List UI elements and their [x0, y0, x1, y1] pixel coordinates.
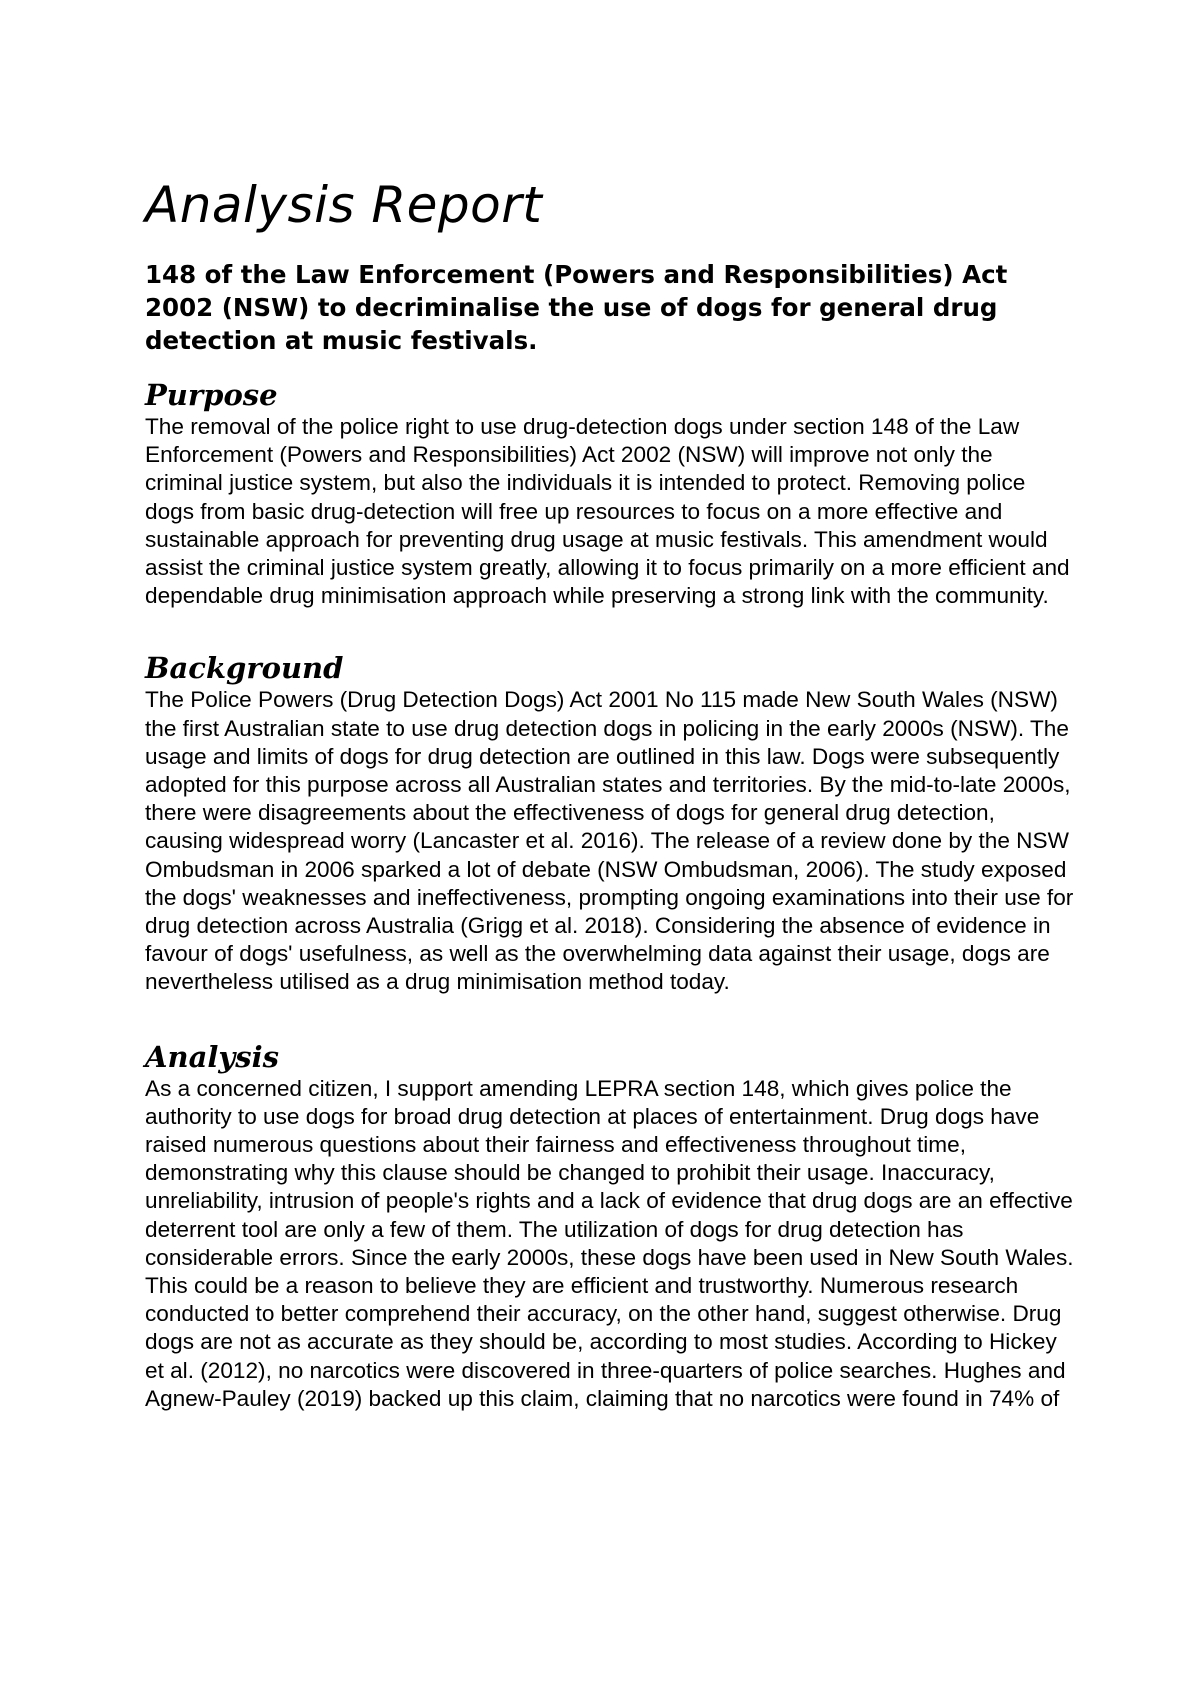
- section-body-purpose: The removal of the police right to use drug-detection dogs under section 148 of the Law Enforcement (Powers and Responsibilities) Act 2002 (NSW) will improve not only the criminal justice system, but also the individuals it is intended to protect. Removing police dogs from basic drug-detection will free up resources to focus on a more effective and sustainable approach for preventing drug usage at music festivals. This amendment would assist the criminal justice system greatly, allowing it to focus primarily on a more efficient and dependable drug minimisation approach while preserving a strong link with the community.: [145, 414, 1070, 609]
- document-title: Analysis Report: [145, 176, 543, 234]
- section-heading-purpose: Purpose: [145, 378, 278, 412]
- section-body-background: The Police Powers (Drug Detection Dogs) Act 2001 No 115 made New South Wales (NSW) the first Australian state to use drug detection dogs in policing in the early 2000s (NSW). The usage and limits of dogs for drug detection are outlined in this law. Dogs were subsequently adopted for this purpose across all Australian states and territories. By the mid-to-late 2000s, there were disagreements about the effectiveness of dogs for general drug detection, causing widespread worry (Lancaster et al. 2016). The release of a review done by the NSW Ombudsman in 2006 sparked a lot of debate (NSW Ombudsman, 2006). The study exposed the dogs' weaknesses and ineffectiveness, prompting ongoing examinations into their use for drug detection across Australia (Grigg et al. 2018). Considering the absence of evidence in favour of dogs' usefulness, as well as the overwhelming data against their usage, dogs are nevertheless utilised as a drug minimisation method today.: [145, 687, 1074, 995]
- section-spacer: [145, 610, 1075, 650]
- document-subtitle: 148 of the Law Enforcement (Powers and Responsibilities) Act 2002 (NSW) to decriminalise the use of dogs for general drug detection at music festivals.: [145, 260, 1008, 355]
- section-background: [145, 650, 1075, 996]
- document-page: [145, 170, 1075, 1413]
- section-analysis: [145, 1039, 1075, 1413]
- section-purpose: [145, 377, 1075, 610]
- section-heading-analysis: Analysis: [145, 1039, 279, 1074]
- section-heading-background: Background: [145, 651, 344, 686]
- section-body-analysis: As a concerned citizen, I support amending LEPRA section 148, which gives police the authority to use dogs for broad drug detection at places of entertainment. Drug dogs have raised numerous questions about their fairness and effectiveness throughout time, demonstrating why this clause should be changed to prohibit their usage. Inaccuracy, unreliability, intrusion of people's rights and a lack of evidence that drug dogs are an effective deterrent tool are only a few of them. The utilization of dogs for drug detection has considerable errors. Since the early 2000s, these dogs have been used in New South Wales. This could be a reason to believe they are efficient and trustworthy. Numerous research conducted to better comprehend their accuracy, on the other hand, suggest otherwise. Drug dogs are not as accurate as they should be, according to most studies. According to Hickey et al. (2012), no narcotics were discovered in three-quarters of police searches. Hughes and Agnew-Pauley (2019) backed up this claim, claiming that no narcotics were found in 74% of: [145, 1075, 1074, 1411]
- section-spacer: [145, 997, 1075, 1039]
